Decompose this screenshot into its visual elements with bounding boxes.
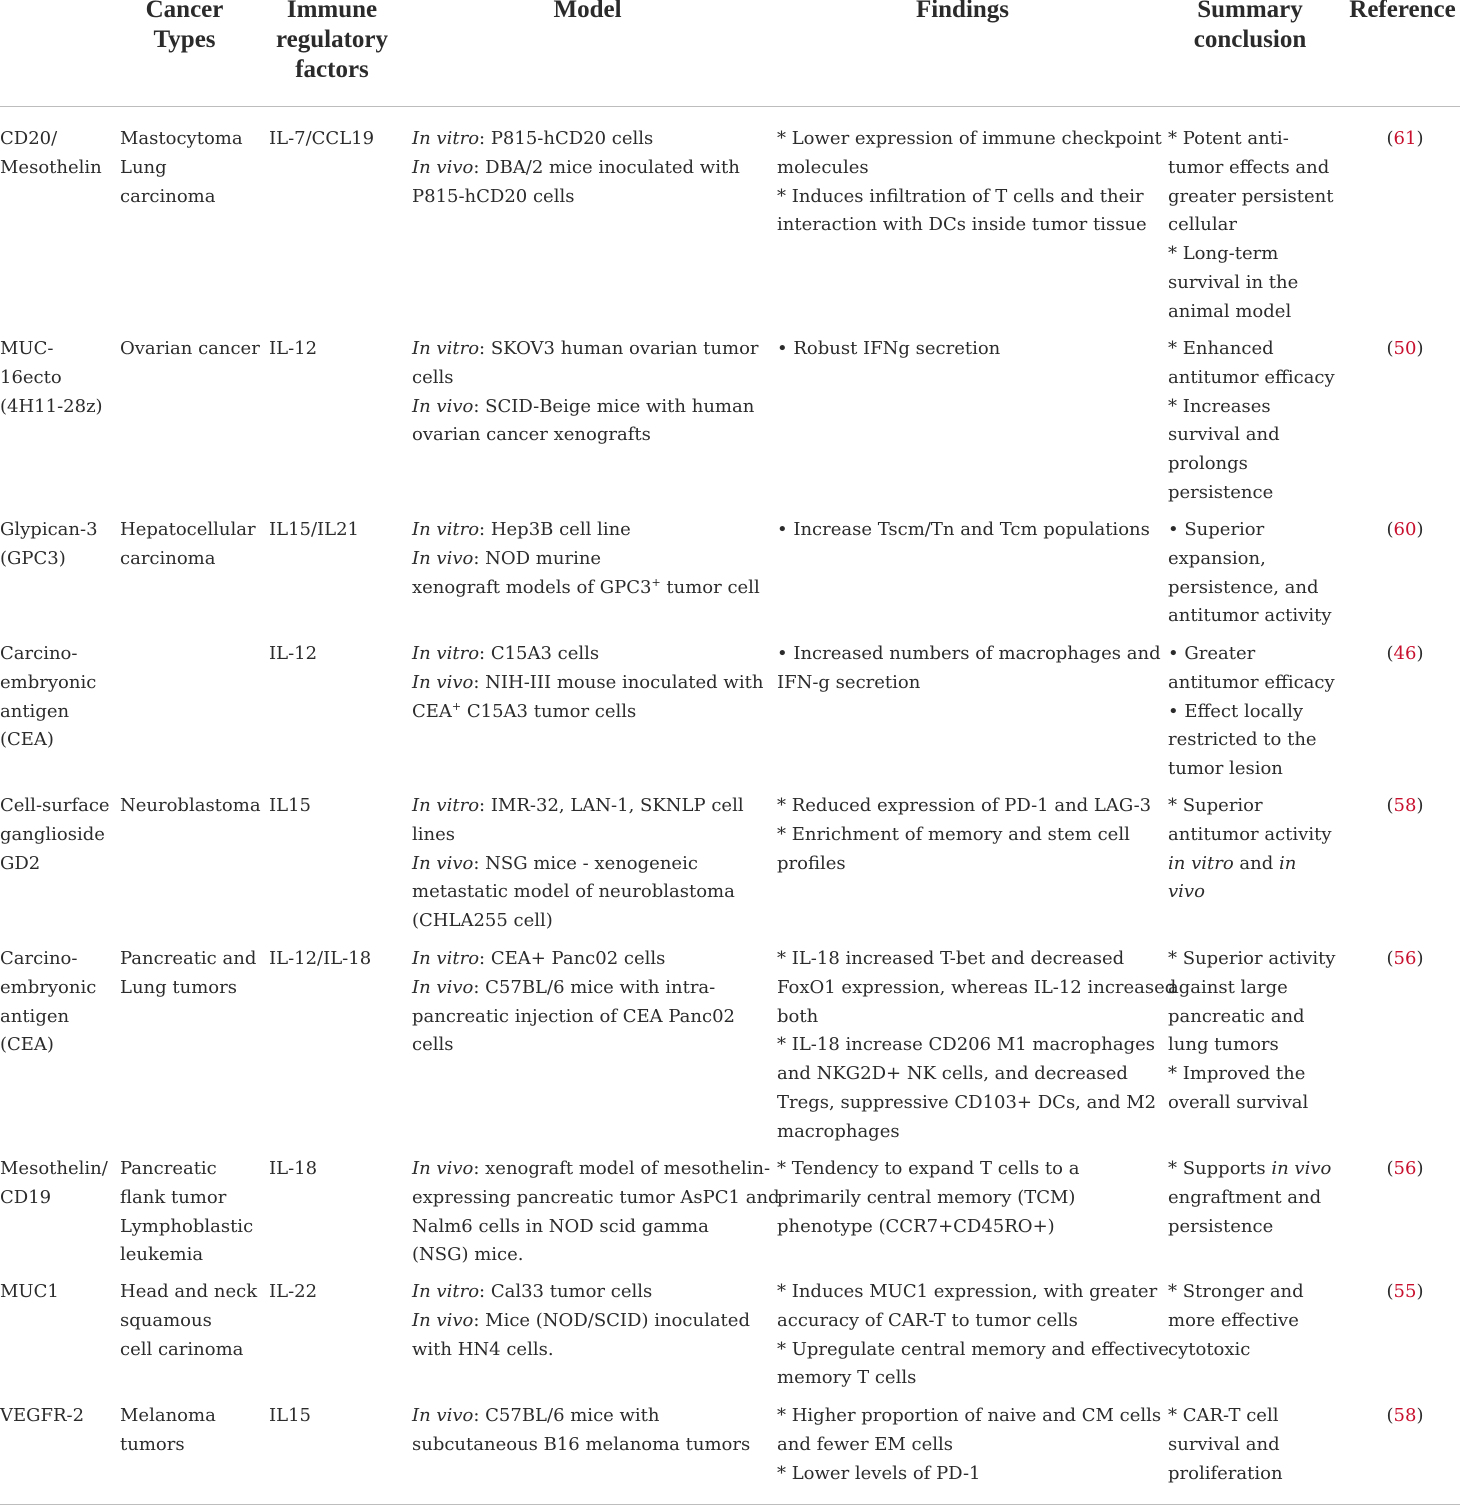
target-cell <box>0 792 110 878</box>
cancer-type-cell <box>120 1278 257 1364</box>
reference-cell <box>1340 516 1460 545</box>
immune-factor-cell-line: IL15 <box>269 795 311 816</box>
summary-cell-line: against large <box>1168 976 1288 998</box>
summary-cell-line: pancreatic and <box>1168 1005 1305 1027</box>
header-divider <box>0 106 1460 107</box>
summary-cell-line: greater persistent <box>1168 185 1334 207</box>
findings-cell-line: * Reduced expression of PD-1 and LAG-3 <box>777 795 1152 816</box>
model-cell-line: (CHLA255 cell) <box>412 910 553 932</box>
findings-cell-line: macrophages <box>777 1120 900 1142</box>
cancer-type-cell-line: Lung <box>120 156 167 178</box>
summary-cell-line: survival and <box>1168 1433 1280 1455</box>
summary-cell-line: * Improved the <box>1168 1063 1306 1085</box>
model-cell-line: xenograft models of GPC3+ tumor cell <box>412 575 760 598</box>
target-cell-line: MUC1 <box>0 1281 59 1302</box>
immune-factor-cell-line: IL-7/CCL19 <box>269 128 375 149</box>
model-cell <box>412 516 760 602</box>
model-cell-line: In vivo: NSG mice - xenogeneic <box>412 852 698 874</box>
findings-cell-line: phenotype (CCR7+CD45RO+) <box>777 1215 1055 1237</box>
target-cell-line: (CEA) <box>0 729 54 751</box>
reference-link[interactable]: (56) <box>1386 948 1424 969</box>
summary-cell-line: animal model <box>1168 300 1292 322</box>
summary-cell-line: overall survival <box>1168 1091 1309 1113</box>
findings-cell-line: molecules <box>777 156 869 178</box>
model-cell-line: In vitro: CEA+ Panc02 cells <box>412 948 666 969</box>
target-cell-line: (GPC3) <box>0 547 66 569</box>
cancer-type-cell-line: Mastocytoma <box>120 128 243 149</box>
target-cell-line: CD19 <box>0 1186 52 1208</box>
header-cancer-types-line: Cancer <box>145 0 224 23</box>
cancer-type-cell-line: flank tumor <box>120 1186 227 1208</box>
findings-cell <box>777 335 1000 364</box>
model-cell-line: expressing pancreatic tumor AsPC1 and <box>412 1186 780 1208</box>
target-cell-line: antigen <box>0 1005 70 1027</box>
model-cell <box>412 640 763 726</box>
cancer-type-cell-line: Hepatocellular <box>120 519 256 540</box>
target-cell-line: Mesothelin/ <box>0 1158 108 1179</box>
immune-factor-cell <box>269 125 374 154</box>
summary-cell-line: * Superior activity <box>1168 948 1336 969</box>
findings-cell-line: * Tendency to expand T cells to a <box>777 1158 1080 1179</box>
summary-cell-line: * Long-term <box>1168 243 1279 265</box>
reference-cell <box>1340 945 1460 974</box>
summary-cell-line: persistence, and <box>1168 576 1319 598</box>
model-cell-line: In vitro: Cal33 tumor cells <box>412 1281 653 1302</box>
target-cell-line: (CEA) <box>0 1034 54 1056</box>
findings-cell-line: * Enrichment of memory and stem cell <box>777 823 1130 845</box>
target-cell-line: Mesothelin <box>0 156 102 178</box>
cancer-type-cell-line: leukemia <box>120 1244 204 1266</box>
summary-cell <box>1168 1278 1304 1364</box>
findings-cell-line: memory T cells <box>777 1367 917 1389</box>
model-cell-line: In vivo: DBA/2 mice inoculated with <box>412 156 740 178</box>
summary-cell <box>1168 125 1333 327</box>
summary-cell-line: restricted to the <box>1168 729 1317 751</box>
findings-cell <box>777 1278 1169 1393</box>
summary-cell-line: * Potent anti- <box>1168 128 1289 149</box>
cancer-type-cell-line: carcinoma <box>120 547 216 569</box>
findings-cell-line: • Increased numbers of macrophages and <box>777 643 1161 664</box>
summary-cell-line: antitumor activity <box>1168 605 1332 627</box>
immune-factor-cell-line: IL-12 <box>269 338 318 359</box>
summary-cell-line: vivo <box>1168 881 1205 903</box>
immune-factor-cell <box>269 792 311 821</box>
cancer-type-cell-line: Pancreatic and <box>120 948 257 969</box>
immune-factor-cell-line: IL15 <box>269 1405 311 1426</box>
header-reference-line: Reference <box>1349 0 1456 23</box>
target-cell-line: Carcino- <box>0 948 78 969</box>
summary-cell-line: expansion, <box>1168 547 1266 569</box>
cancer-type-cell <box>120 1402 216 1460</box>
summary-cell-line: * Increases <box>1168 395 1271 417</box>
immune-factor-cell <box>269 1155 317 1184</box>
reference-cell <box>1340 335 1460 364</box>
summary-cell <box>1168 792 1332 907</box>
summary-cell-line: antitumor efficacy <box>1168 366 1335 388</box>
cancer-type-cell-line: squamous <box>120 1309 212 1331</box>
immune-factor-cell-line: IL15/IL21 <box>269 519 359 540</box>
target-cell-line: Cell-surface <box>0 795 110 816</box>
reference-cell <box>1340 792 1460 821</box>
findings-cell-line: profiles <box>777 852 846 874</box>
reference-link[interactable]: (55) <box>1386 1281 1424 1302</box>
findings-cell-line: * Induces infiltration of T cells and their <box>777 185 1144 207</box>
immune-factor-cell-line: IL-12 <box>269 643 318 664</box>
target-cell-line: CD20/ <box>0 128 58 149</box>
cancer-type-cell-line: Head and neck <box>120 1281 258 1302</box>
summary-cell-line: more effective <box>1168 1309 1299 1331</box>
reference-cell <box>1340 1278 1460 1307</box>
immune-factor-cell-line: IL-22 <box>269 1281 318 1302</box>
summary-cell-line: persistence <box>1168 481 1274 503</box>
summary-cell-line: persistence <box>1168 1215 1274 1237</box>
model-cell-line: CEA+ C15A3 tumor cells <box>412 699 637 722</box>
model-cell-line: Nalm6 cells in NOD scid gamma <box>412 1215 709 1237</box>
target-cell-line: VEGFR-2 <box>0 1405 85 1426</box>
target-cell <box>0 945 96 1060</box>
summary-cell-line: • Greater <box>1168 643 1256 664</box>
cancer-type-cell <box>120 335 260 364</box>
cancer-type-cell-line: tumors <box>120 1433 185 1455</box>
target-cell <box>0 125 102 183</box>
summary-cell-line: engraftment and <box>1168 1186 1322 1208</box>
target-cell <box>0 640 96 755</box>
header-model <box>410 0 765 25</box>
model-cell-line: metastatic model of neuroblastoma <box>412 881 735 903</box>
reference-link[interactable]: (58) <box>1386 795 1424 816</box>
header-reference <box>1340 0 1460 25</box>
model-cell-line: In vitro: Hep3B cell line <box>412 519 631 540</box>
target-cell-line: MUC- <box>0 338 54 359</box>
target-cell <box>0 1402 84 1431</box>
cancer-type-cell <box>120 945 256 1003</box>
summary-cell-line: * CAR-T cell <box>1168 1405 1279 1426</box>
findings-cell-line: interaction with DCs inside tumor tissue <box>777 214 1147 236</box>
immune-factor-cell <box>269 945 371 974</box>
findings-cell <box>777 945 1176 1147</box>
header-findings <box>775 0 1150 25</box>
findings-cell <box>777 640 1161 698</box>
reference-link[interactable]: (56) <box>1386 1158 1424 1179</box>
cancer-type-cell-line: Neuroblastoma <box>120 795 261 816</box>
summary-cell <box>1168 1155 1331 1241</box>
model-cell-line: (NSG) mice. <box>412 1244 524 1266</box>
model-cell-line: In vivo: NOD murine <box>412 547 602 569</box>
findings-cell <box>777 125 1162 240</box>
summary-cell-line: cytotoxic <box>1168 1338 1251 1360</box>
summary-cell-line: * Supports in vivo <box>1168 1158 1332 1179</box>
model-cell-line: In vivo: Mice (NOD/SCID) inoculated <box>412 1309 750 1331</box>
target-cell-line: Carcino- <box>0 643 78 664</box>
findings-cell <box>777 1402 1161 1488</box>
model-cell <box>412 125 740 211</box>
model-cell-line: cells <box>412 1034 454 1056</box>
summary-cell-line: cellular <box>1168 214 1237 236</box>
target-cell <box>0 1278 59 1307</box>
immune-factor-cell <box>269 335 317 364</box>
model-cell-line: In vivo: xenograft model of mesothelin- <box>412 1158 771 1179</box>
model-cell-line: In vivo: C57BL/6 mice with intra- <box>412 976 716 998</box>
reference-cell <box>1340 1155 1460 1184</box>
reference-link[interactable]: (46) <box>1386 643 1424 664</box>
target-cell-line: (4H11-28z) <box>0 395 103 417</box>
header-summary-line: Summary <box>1197 0 1303 23</box>
target-cell-line: embryonic <box>0 976 97 998</box>
header-immune-factors <box>262 0 402 85</box>
summary-cell-line: survival in the <box>1168 271 1299 293</box>
summary-cell-line: * Superior <box>1168 795 1263 816</box>
cancer-type-cell-line: cell carinoma <box>120 1338 244 1360</box>
model-cell-line: In vivo: SCID-Beige mice with human <box>412 395 755 417</box>
model-cell <box>412 792 744 936</box>
header-cancer-types <box>112 0 257 55</box>
header-model-line: Model <box>553 0 622 23</box>
findings-cell-line: primarily central memory (TCM) <box>777 1186 1076 1208</box>
summary-cell-line: prolongs <box>1168 453 1248 475</box>
target-cell-line: antigen <box>0 700 70 722</box>
summary-cell-line: tumor lesion <box>1168 758 1283 780</box>
target-cell <box>0 1155 108 1213</box>
findings-cell-line: * Upregulate central memory and effective <box>777 1338 1169 1360</box>
immune-factor-cell <box>269 1402 311 1431</box>
reference-link[interactable]: (60) <box>1386 519 1424 540</box>
target-cell-line: Glypican-3 <box>0 519 98 540</box>
header-cancer-types-line: Types <box>153 26 216 53</box>
summary-cell-line: • Superior <box>1168 519 1265 540</box>
header-findings-line: Findings <box>915 0 1010 23</box>
findings-cell-line: both <box>777 1005 819 1027</box>
reference-cell <box>1340 1402 1460 1431</box>
cancer-type-cell-line: Melanoma <box>120 1405 216 1426</box>
summary-cell-line: * Enhanced <box>1168 338 1274 359</box>
model-cell-line: In vitro: P815-hCD20 cells <box>412 128 654 149</box>
model-cell-line: lines <box>412 823 455 845</box>
summary-cell-line: antitumor efficacy <box>1168 671 1335 693</box>
immune-factor-cell <box>269 516 359 545</box>
findings-cell-line: * Lower levels of PD-1 <box>777 1462 981 1484</box>
findings-cell-line: accuracy of CAR-T to tumor cells <box>777 1309 1078 1331</box>
cancer-type-cell <box>120 125 243 211</box>
cancer-type-cell-line: Lymphoblastic <box>120 1215 254 1237</box>
findings-cell-line: * Higher proportion of naive and CM cells <box>777 1405 1162 1426</box>
findings-cell-line: IFN-g secretion <box>777 671 921 693</box>
model-cell <box>412 1402 750 1460</box>
reference-cell <box>1340 640 1460 669</box>
summary-cell-line: proliferation <box>1168 1462 1283 1484</box>
header-summary-line: conclusion <box>1193 26 1307 53</box>
findings-cell-line: and fewer EM cells <box>777 1433 954 1455</box>
target-cell-line: 16ecto <box>0 366 62 388</box>
findings-cell-line: • Robust IFNg secretion <box>777 338 1001 359</box>
header-immune-factors-line: factors <box>295 56 369 83</box>
immune-factor-cell <box>269 1278 317 1307</box>
summary-cell-line: lung tumors <box>1168 1034 1279 1056</box>
findings-cell <box>777 516 1150 545</box>
model-cell <box>412 1155 780 1270</box>
header-summary <box>1160 0 1340 55</box>
header-immune-factors-line: regulatory <box>275 26 388 53</box>
findings-cell <box>777 792 1151 878</box>
findings-cell-line: and NKG2D+ NK cells, and decreased <box>777 1063 1128 1085</box>
header-immune-factors-line: Immune <box>286 0 378 23</box>
cancer-type-cell <box>120 1155 253 1270</box>
findings-cell-line: Tregs, suppressive CD103+ DCs, and M2 <box>777 1091 1157 1113</box>
summary-cell <box>1168 1402 1283 1488</box>
reference-link[interactable]: (50) <box>1386 338 1424 359</box>
model-cell-line: In vitro: IMR-32, LAN-1, SKNLP cell <box>412 795 744 816</box>
findings-cell-line: * Induces MUC1 expression, with greater <box>777 1281 1158 1302</box>
summary-cell <box>1168 945 1335 1118</box>
summary-cell <box>1168 335 1335 508</box>
immune-factor-cell-line: IL-18 <box>269 1158 318 1179</box>
cancer-type-cell-line: Lung tumors <box>120 976 237 998</box>
model-cell-line: ovarian cancer xenografts <box>412 424 651 446</box>
cancer-type-cell <box>120 516 256 574</box>
target-cell-line: GD2 <box>0 852 41 874</box>
model-cell <box>412 1278 750 1364</box>
cancer-type-cell-line: Pancreatic <box>120 1158 217 1179</box>
model-cell-line: In vitro: C15A3 cells <box>412 643 600 664</box>
model-cell-line: In vivo: C57BL/6 mice with <box>412 1405 660 1426</box>
summary-cell-line: survival and <box>1168 424 1280 446</box>
model-cell-line: with HN4 cells. <box>412 1338 554 1360</box>
model-cell-line: pancreatic injection of CEA Panc02 <box>412 1005 735 1027</box>
reference-link[interactable]: (58) <box>1386 1405 1424 1426</box>
model-cell-line: P815-hCD20 cells <box>412 185 575 207</box>
model-cell <box>412 335 759 450</box>
model-cell <box>412 945 735 1060</box>
summary-cell <box>1168 640 1335 784</box>
model-cell-line: In vivo: NIH-III mouse inoculated with <box>412 671 764 693</box>
findings-cell-line: * IL-18 increased T-bet and decreased <box>777 948 1125 969</box>
model-cell-line: subcutaneous B16 melanoma tumors <box>412 1433 751 1455</box>
summary-cell-line: tumor effects and <box>1168 156 1330 178</box>
findings-cell-line: * Lower expression of immune checkpoint <box>777 128 1162 149</box>
findings-cell <box>777 1155 1079 1241</box>
model-cell-line: cells <box>412 366 454 388</box>
cancer-type-cell <box>120 792 261 821</box>
target-cell <box>0 335 103 421</box>
immune-factor-cell <box>269 640 317 669</box>
model-cell-line: In vitro: SKOV3 human ovarian tumor <box>412 338 759 359</box>
summary-cell-line: in vitro and in <box>1168 852 1297 874</box>
target-cell-line: embryonic <box>0 671 97 693</box>
findings-cell-line: * IL-18 increase CD206 M1 macrophages <box>777 1034 1155 1056</box>
reference-cell <box>1340 125 1460 154</box>
summary-cell <box>1168 516 1332 631</box>
target-cell <box>0 516 98 574</box>
target-cell-line: ganglioside <box>0 823 105 845</box>
findings-cell-line: • Increase Tscm/Tn and Tcm populations <box>777 519 1150 540</box>
summary-cell-line: * Stronger and <box>1168 1281 1304 1302</box>
summary-cell-line: antitumor activity <box>1168 823 1332 845</box>
findings-cell-line: FoxO1 expression, whereas IL-12 increased <box>777 976 1177 998</box>
table-bottom-rule <box>0 1504 1460 1505</box>
cancer-type-cell-line: carcinoma <box>120 185 216 207</box>
cancer-type-cell-line: Ovarian cancer <box>120 338 260 359</box>
reference-link[interactable]: (61) <box>1386 128 1424 149</box>
summary-cell-line: • Effect locally <box>1168 700 1304 722</box>
immune-factor-cell-line: IL-12/IL-18 <box>269 948 372 969</box>
